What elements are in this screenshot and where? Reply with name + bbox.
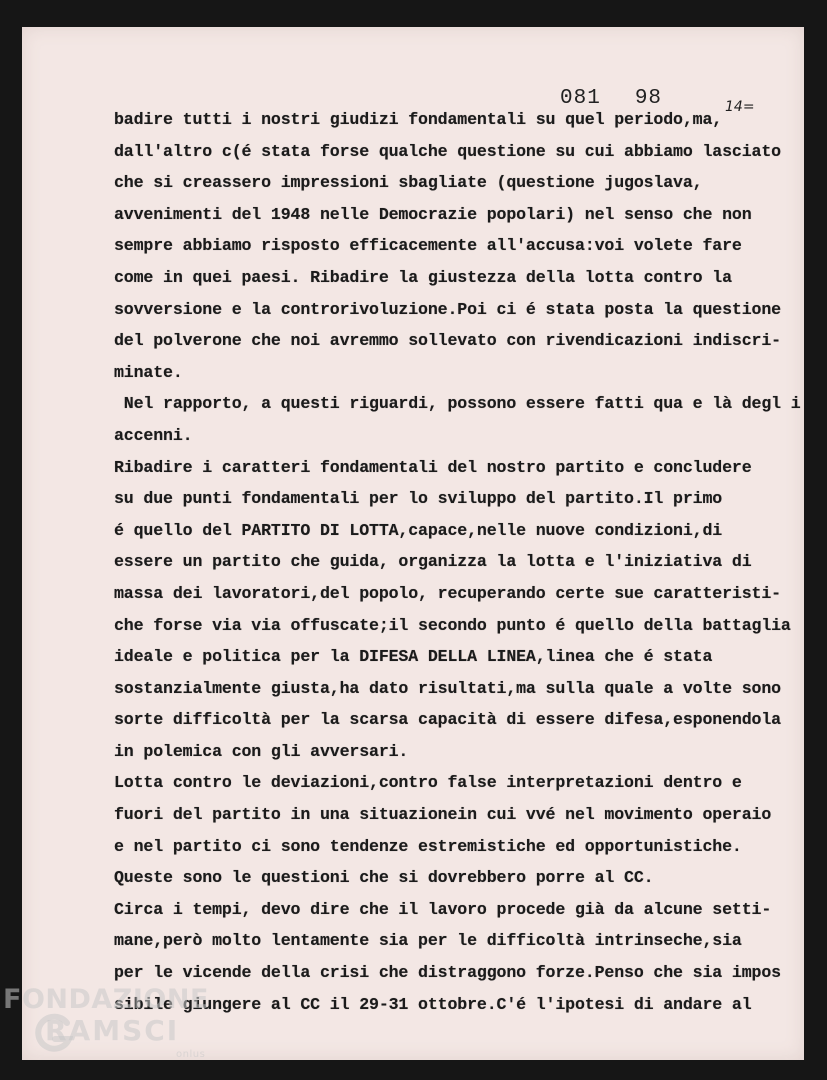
text-line: come in quei paesi. Ribadire la giustezza della lotta contro la [114, 267, 732, 287]
text-line: Circa i tempi, devo dire che il lavoro procede già da alcune setti- [114, 899, 772, 919]
text-line: fuori del partito in una situazionein cui vvé nel movimento operaio [114, 805, 772, 825]
text-line: sibile giungere al CC il 29-31 ottobre.C'é l'ipotesi di andare al [114, 994, 752, 1014]
watermark-line-1: FONDAZIONE [3, 984, 209, 1015]
text-line: avvenimenti del 1948 nelle Democrazie popolari) nel senso che non [114, 204, 752, 224]
text-line: che si creassero impressioni sbagliate (questione jugoslava, [114, 173, 703, 193]
page-number: 14= [725, 99, 755, 115]
watermark-onlus: onlus [176, 1049, 206, 1060]
text-line: mane,però molto lentamente sia per le difficoltà intrinseche,sia [114, 931, 742, 951]
text-line: sovversione e la controrivoluzione.Poi ci é stata posta la questione [114, 299, 781, 319]
text-line: per le vicende della crisi che distraggono forze.Penso che sia impos [114, 963, 781, 983]
text-line: su due punti fondamentali per lo sviluppo del partito.Il primo [114, 489, 723, 509]
text-line: essere un partito che guida, organizza la lotta e l'iniziativa di [114, 552, 752, 572]
text-line: dall'altro c(é stata forse qualche questione su cui abbiamo lasciato [114, 141, 781, 161]
text-line: sempre abbiamo risposto efficacemente all'accusa:voi volete fare [114, 236, 742, 256]
text-line: del polverone che noi avremmo sollevato con rivendicazioni indiscri- [114, 331, 781, 351]
document-body [114, 104, 801, 1020]
text-line: ideale e politica per la DIFESA DELLA LINEA,linea che é stata [114, 647, 713, 667]
text-line: Ribadire i caratteri fondamentali del nostro partito e concludere [114, 457, 752, 477]
text-line: massa dei lavoratori,del popolo, recuperando certe sue caratteristi- [114, 583, 781, 603]
text-line: in polemica con gli avversari. [114, 741, 409, 761]
archive-ref-number-1: 081 [560, 87, 601, 110]
text-line: é quello del PARTITO DI LOTTA,capace,nelle nuove condizioni,di [114, 520, 723, 540]
text-line: sostanzialmente giusta,ha dato risultati,ma sulla quale a volte sono [114, 678, 781, 698]
text-line: minate. [114, 362, 183, 382]
text-line: che forse via via offuscate;il secondo punto é quello della battaglia [114, 615, 791, 635]
text-line: sorte difficoltà per la scarsa capacità di essere difesa,esponendola [114, 710, 781, 730]
text-line: e nel partito ci sono tendenze estremistiche ed opportunistiche. [114, 836, 742, 856]
text-line: Nel rapporto, a questi riguardi, possono essere fatti qua e là degl i [114, 394, 801, 414]
watermark-line-2: RAMSCI [45, 1014, 180, 1047]
text-line: accenni. [114, 425, 193, 445]
text-line: Lotta contro le deviazioni,contro false interpretazioni dentro e [114, 773, 742, 793]
archive-ref-number-2: 98 [634, 87, 663, 110]
text-line: badire tutti i nostri giudizi fondamentali su quel periodo,ma, [114, 110, 723, 129]
text-line: Queste sono le questioni che si dovrebbero porre al CC. [114, 868, 654, 888]
